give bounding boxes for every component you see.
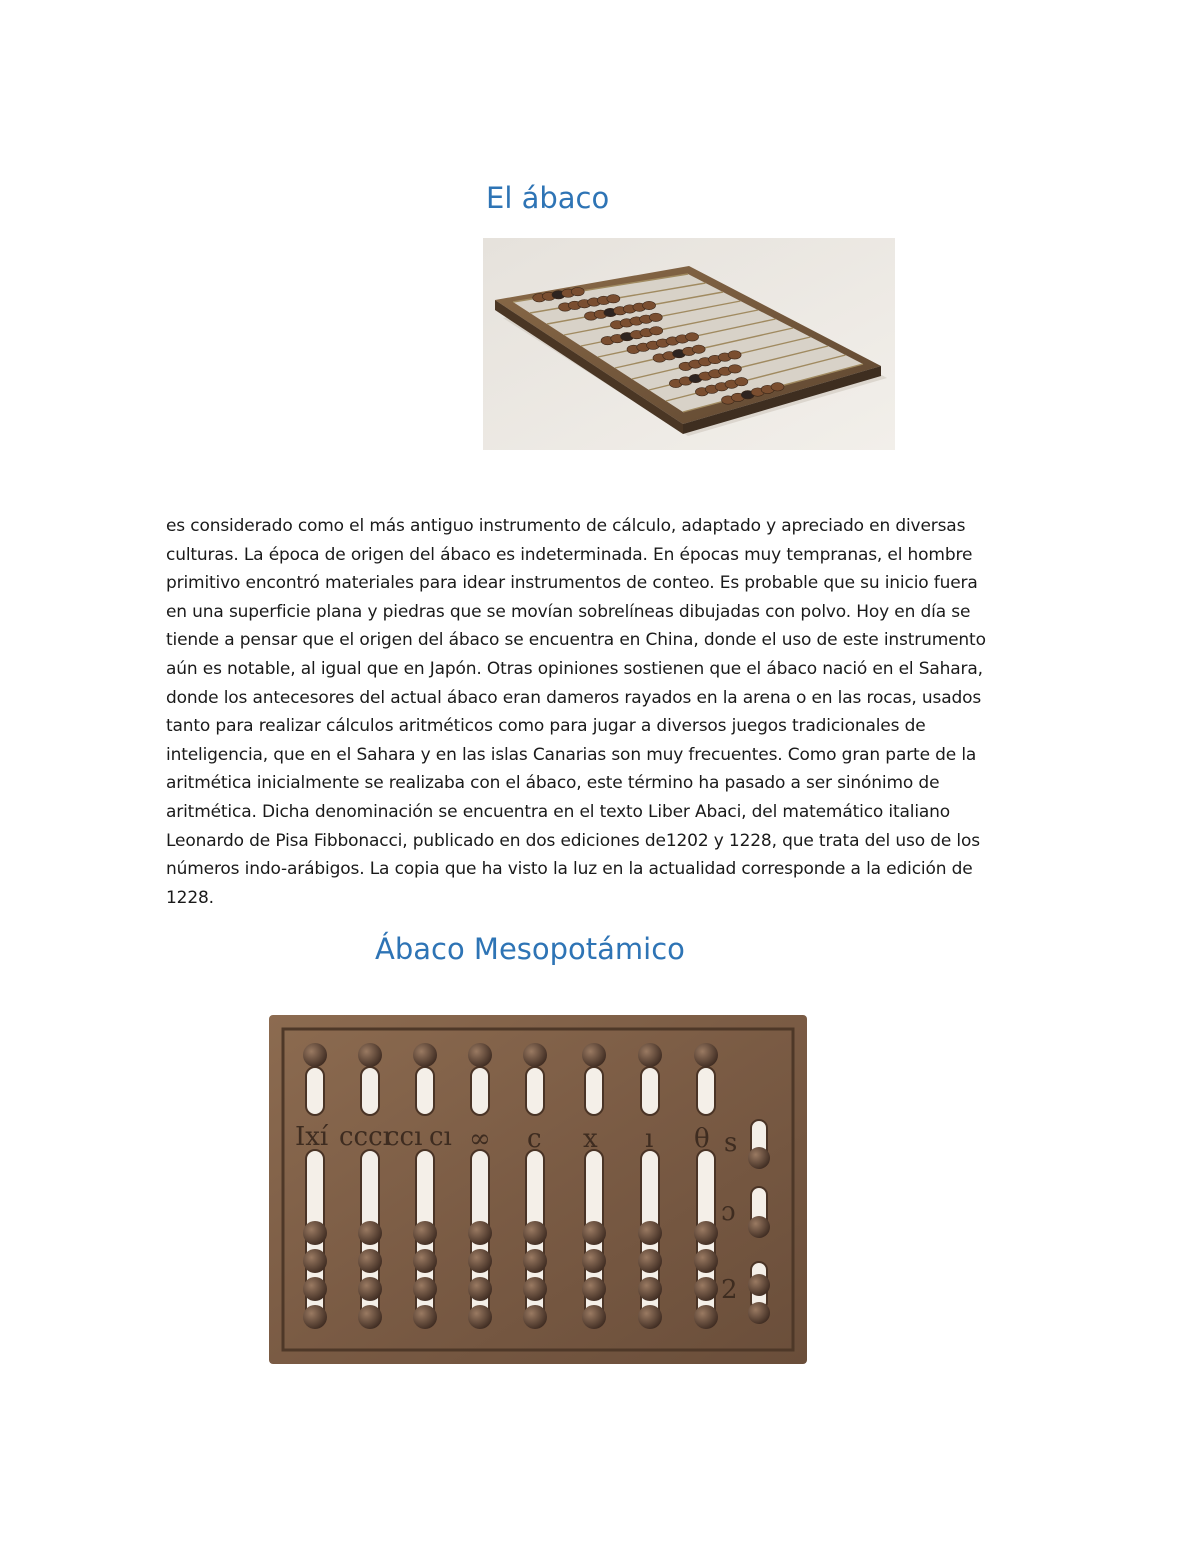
bead bbox=[582, 1043, 606, 1067]
paragraph-line: Leonardo de Pisa Fibbonacci, publicado en dos ediciones de1202 y 1228, que trata del uso de los bbox=[166, 830, 980, 851]
bead bbox=[582, 1277, 606, 1301]
bead bbox=[735, 377, 748, 385]
bead bbox=[748, 1216, 770, 1238]
bead bbox=[694, 1305, 718, 1329]
bead bbox=[638, 1249, 662, 1273]
abacus-mark: c bbox=[527, 1124, 542, 1154]
bead bbox=[523, 1221, 547, 1245]
bead bbox=[748, 1274, 770, 1296]
bead bbox=[728, 351, 741, 359]
bead bbox=[638, 1221, 662, 1245]
bead bbox=[413, 1277, 437, 1301]
bead bbox=[643, 301, 656, 309]
bead bbox=[303, 1249, 327, 1273]
bead bbox=[571, 287, 584, 295]
bead bbox=[686, 333, 699, 341]
bead bbox=[582, 1305, 606, 1329]
bead bbox=[358, 1043, 382, 1067]
paragraph-line: en una superficie plana y piedras que se movían sobrelíneas dibujadas con polvo. Hoy en día se bbox=[166, 601, 971, 622]
mesopotamian-abacus-image bbox=[269, 1015, 807, 1364]
bead bbox=[303, 1305, 327, 1329]
bead bbox=[728, 365, 741, 373]
bead bbox=[303, 1043, 327, 1067]
bead bbox=[468, 1305, 492, 1329]
bead bbox=[650, 327, 663, 335]
bead bbox=[523, 1305, 547, 1329]
bead bbox=[607, 295, 620, 303]
abacus-mark: θ bbox=[694, 1124, 710, 1154]
bead bbox=[638, 1277, 662, 1301]
paragraph-line: aritmética. Dicha denominación se encuentra en el texto Liber Abaci, del matemático italiano bbox=[166, 801, 951, 822]
bead bbox=[649, 313, 662, 321]
body-paragraph bbox=[166, 512, 1036, 912]
abacus-mark: x bbox=[583, 1124, 598, 1154]
abacus-mark: ccı bbox=[385, 1122, 423, 1152]
bead bbox=[771, 383, 784, 391]
bead bbox=[303, 1221, 327, 1245]
paragraph-line: 1228. bbox=[166, 887, 214, 908]
abacus-mark: ɔ bbox=[721, 1197, 736, 1227]
bead bbox=[638, 1043, 662, 1067]
bead bbox=[413, 1043, 437, 1067]
paragraph-line: tiende a pensar que el origen del ábaco se encuentra en China, donde el uso de este instrumento bbox=[166, 630, 986, 651]
bead bbox=[582, 1249, 606, 1273]
bead bbox=[468, 1221, 492, 1245]
paragraph-line: es considerado como el más antiguo instrumento de cálculo, adaptado y apreciado en diversas bbox=[166, 516, 966, 536]
abacus-mark: ı bbox=[645, 1124, 654, 1154]
abacus-mark: ∞ bbox=[469, 1124, 491, 1154]
bead bbox=[523, 1249, 547, 1273]
bead bbox=[468, 1277, 492, 1301]
paragraph-line: culturas. La época de origen del ábaco es indeterminada. En épocas muy tempranas, el hombre bbox=[166, 544, 973, 565]
bead bbox=[358, 1277, 382, 1301]
bead bbox=[638, 1305, 662, 1329]
bead bbox=[748, 1147, 770, 1169]
bead bbox=[468, 1043, 492, 1067]
abacus-mark: s bbox=[724, 1128, 738, 1158]
bead bbox=[468, 1249, 492, 1273]
bead bbox=[413, 1305, 437, 1329]
bead bbox=[523, 1277, 547, 1301]
abacus-mark: cccı bbox=[339, 1122, 391, 1152]
abacus-mark: 2 bbox=[721, 1275, 738, 1305]
paragraph-line: aún es notable, al igual que en Japón. Otras opiniones sostienen que el ábaco nació en el Sahara, bbox=[166, 658, 983, 679]
bead bbox=[748, 1302, 770, 1324]
paragraph-line: inteligencia, que en el Sahara y en las islas Canarias son muy frecuentes. Como gran parte de la bbox=[166, 744, 977, 765]
paragraph-line: primitivo encontró materiales para idear instrumentos de conteo. Es probable que su inicio fuera bbox=[166, 573, 978, 594]
bead bbox=[358, 1249, 382, 1273]
bead bbox=[358, 1221, 382, 1245]
bead bbox=[413, 1249, 437, 1273]
paragraph-line: aritmética inicialmente se realizaba con el ábaco, este término ha pasado a ser sinónimo de bbox=[166, 773, 940, 794]
bead bbox=[358, 1305, 382, 1329]
section-heading: Ábaco Mesopotámico bbox=[375, 932, 685, 966]
bead bbox=[694, 1277, 718, 1301]
abacus-mark: cı bbox=[429, 1122, 452, 1152]
bead bbox=[582, 1221, 606, 1245]
bead bbox=[303, 1277, 327, 1301]
page-title: El ábaco bbox=[486, 181, 610, 215]
wooden-abacus-image bbox=[483, 238, 895, 450]
paragraph-line: tanto para realizar cálculos aritméticos como para jugar a diversos juegos tradicionales de bbox=[166, 716, 926, 737]
bead bbox=[694, 1043, 718, 1067]
bead bbox=[694, 1221, 718, 1245]
bead bbox=[694, 1249, 718, 1273]
paragraph-line: números indo-arábigos. La copia que ha visto la luz en la actualidad corresponde a la edición de bbox=[166, 859, 973, 880]
bead bbox=[692, 345, 705, 353]
bead bbox=[413, 1221, 437, 1245]
paragraph-line: donde los antecesores del actual ábaco eran dameros rayados en la arena o en las rocas, usados bbox=[166, 687, 982, 708]
abacus-mark: Ixí bbox=[295, 1122, 329, 1152]
bead bbox=[523, 1043, 547, 1067]
